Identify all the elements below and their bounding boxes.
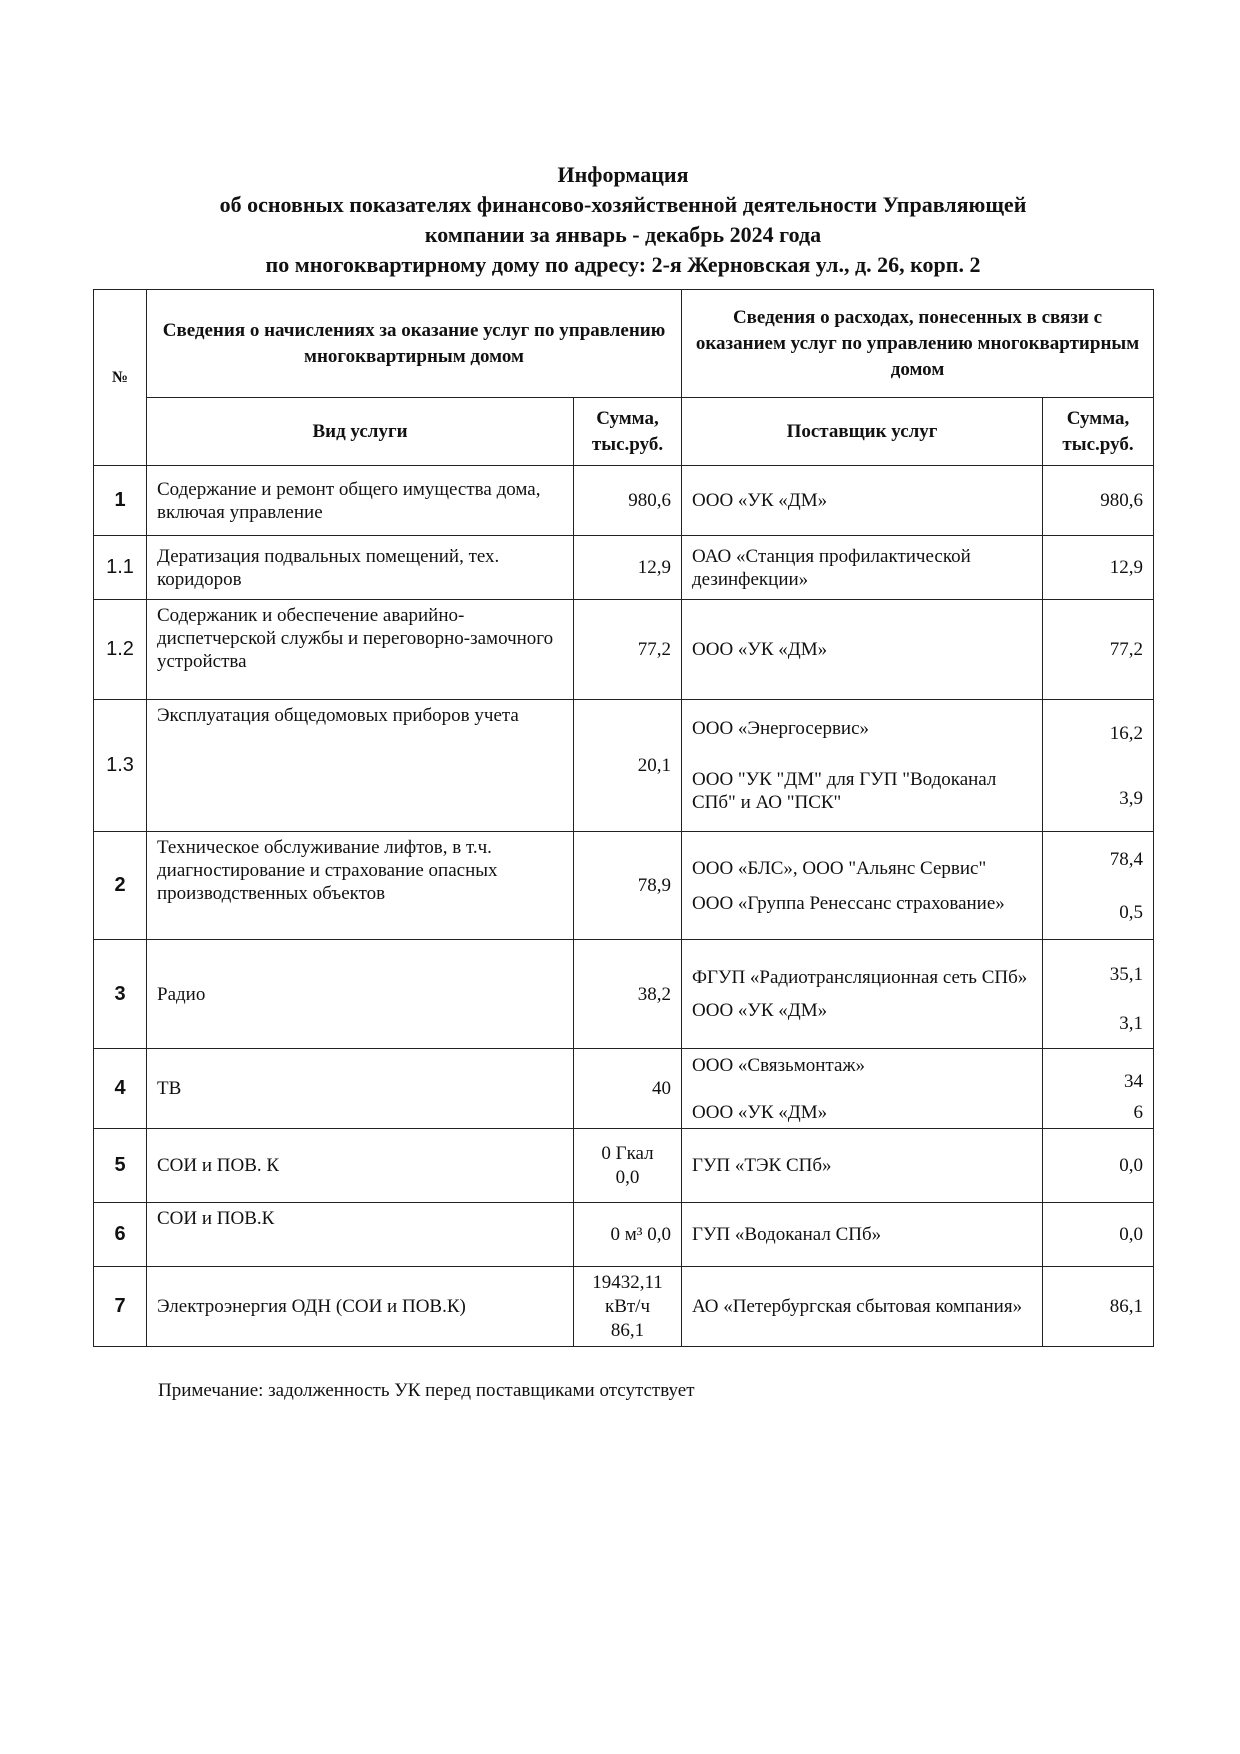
header-sum-expenses: Сумма, тыс.руб. [1043, 398, 1154, 466]
supplier-amount: 86,1 [1043, 1267, 1154, 1347]
service-sum: 980,6 [574, 466, 682, 536]
row-number: 1.3 [94, 700, 147, 832]
table-row [94, 1049, 1154, 1129]
footnote: Примечание: задолженность УК перед поставщиками отсутствует [158, 1380, 695, 1401]
table-row [94, 700, 1154, 832]
row-number: 2 [94, 832, 147, 940]
header-expenses-group: Сведения о расходах, понесенных в связи с оказанием услуг по управлению многоквартирным домом [682, 290, 1154, 398]
supplier-name: ООО «УК «ДМ» [682, 600, 1043, 700]
supplier-name: ООО «Группа Ренессанс страхование» [692, 892, 1005, 914]
service-name: СОИ и ПОВ. К [147, 1129, 574, 1203]
row-number: 1.2 [94, 600, 147, 700]
service-name: ТВ [147, 1049, 574, 1129]
supplier-name: ООО «Связьмонтаж» [692, 1054, 866, 1076]
supplier-name: ООО «УК «ДМ» [682, 466, 1043, 536]
header-supplier: Поставщик услуг [682, 398, 1043, 466]
supplier-name: ОАО «Станция профилактической дезинфекции» [682, 536, 1043, 600]
supplier-amount: 0,0 [1043, 1203, 1154, 1267]
table-row [94, 1267, 1154, 1347]
sum-value: 86,1 [610, 1319, 645, 1341]
sum-unit: кВт/ч [604, 1295, 651, 1317]
supplier-amount: 77,2 [1043, 600, 1154, 700]
service-name: Техническое обслуживание лифтов, в т.ч. диагностирование и страхование опасных производственных объектов [147, 832, 574, 940]
table-row [94, 832, 1154, 940]
table-row [94, 466, 1154, 536]
row-number: 4 [94, 1049, 147, 1129]
title-line-2: об основных показателях финансово-хозяйственной деятельности Управляющей [219, 192, 1027, 217]
service-name: Эксплуатация общедомовых приборов учета [147, 700, 574, 832]
row-number: 6 [94, 1203, 147, 1267]
supplier-list [682, 940, 1043, 1049]
supplier-name: ООО «Энергосервис» [692, 718, 870, 739]
header-service-type: Вид услуги [147, 398, 574, 466]
table-row [94, 1203, 1154, 1267]
supplier-amount: 3,9 [1119, 787, 1144, 809]
service-sum: 78,9 [574, 832, 682, 940]
title-line-1: Информация [557, 162, 689, 187]
supplier-name: ГУП «Водоканал СПб» [682, 1203, 1043, 1267]
header-accruals-group: Сведения о начислениях за оказание услуг по управлению многоквартирным домом [147, 290, 682, 398]
supplier-list [682, 832, 1043, 940]
sum-quantity: 0 Гкал [601, 1142, 654, 1164]
table-row [94, 940, 1154, 1049]
service-name: Электроэнергия ОДН (СОИ и ПОВ.К) [147, 1267, 574, 1347]
table-row [94, 600, 1154, 700]
service-name: Содержаник и обеспечение аварийно-диспетчерской службы и переговорно-замочного устройства [147, 600, 574, 700]
service-sum: 12,9 [574, 536, 682, 600]
supplier-name: ФГУП «Радиотрансляционная сеть СПб» [692, 967, 1028, 988]
row-number: 3 [94, 940, 147, 1049]
supplier-name: ГУП «ТЭК СПб» [682, 1129, 1043, 1203]
supplier-amount: 35,1 [1109, 964, 1144, 985]
service-name: Содержание и ремонт общего имущества дома, включая управление [147, 466, 574, 536]
supplier-amount: 34 [1124, 1070, 1144, 1092]
document-title [93, 160, 1153, 280]
service-sum [574, 1129, 682, 1203]
supplier-name: ООО "УК "ДМ" для ГУП "Водоканал СПб" и АО "ПСК" [692, 769, 997, 813]
supplier-amount: 0,5 [1119, 901, 1144, 923]
supplier-amount-list [1043, 700, 1154, 832]
sum-quantity: 19432,11 [592, 1271, 663, 1293]
table-row [94, 1129, 1154, 1203]
sum-value: 0,0 [615, 1166, 640, 1188]
supplier-name: ООО «УК «ДМ» [692, 1101, 828, 1123]
supplier-amount: 980,6 [1043, 466, 1154, 536]
table-row [94, 536, 1154, 600]
title-line-3: компании за январь - декабрь 2024 года [424, 222, 822, 247]
service-name: Радио [147, 940, 574, 1049]
supplier-list [682, 1049, 1043, 1129]
supplier-amount-list [1043, 940, 1154, 1049]
supplier-list [682, 700, 1043, 832]
title-line-4: по многоквартирному дому по адресу: 2-я Жерновская ул., д. 26, корп. 2 [265, 252, 981, 277]
service-sum: 40 [574, 1049, 682, 1129]
supplier-amount: 3,1 [1119, 1013, 1144, 1034]
financial-report-table [93, 289, 1154, 1347]
header-number: № [94, 290, 147, 466]
row-number: 1.1 [94, 536, 147, 600]
service-sum: 20,1 [574, 700, 682, 832]
row-number: 7 [94, 1267, 147, 1347]
row-number: 1 [94, 466, 147, 536]
service-sum: 38,2 [574, 940, 682, 1049]
row-number: 5 [94, 1129, 147, 1203]
service-sum: 77,2 [574, 600, 682, 700]
service-sum [574, 1267, 682, 1347]
service-name: Дератизация подвальных помещений, тех. коридоров [147, 536, 574, 600]
supplier-amount-list [1043, 832, 1154, 940]
header-sum-accruals: Сумма, тыс.руб. [574, 398, 682, 466]
supplier-name: ООО «УК «ДМ» [692, 1000, 828, 1021]
supplier-name: ООО «БЛС», ООО "Альянс Сервис" [692, 857, 987, 879]
service-sum: 0 м³ 0,0 [574, 1203, 682, 1267]
supplier-amount: 16,2 [1109, 722, 1144, 744]
supplier-amount-list [1043, 1049, 1154, 1129]
service-name: СОИ и ПОВ.К [147, 1203, 574, 1267]
supplier-amount: 0,0 [1043, 1129, 1154, 1203]
supplier-name: АО «Петербургская сбытовая компания» [682, 1267, 1043, 1347]
supplier-amount: 78,4 [1109, 848, 1144, 870]
supplier-amount: 12,9 [1043, 536, 1154, 600]
supplier-amount: 6 [1133, 1101, 1144, 1123]
